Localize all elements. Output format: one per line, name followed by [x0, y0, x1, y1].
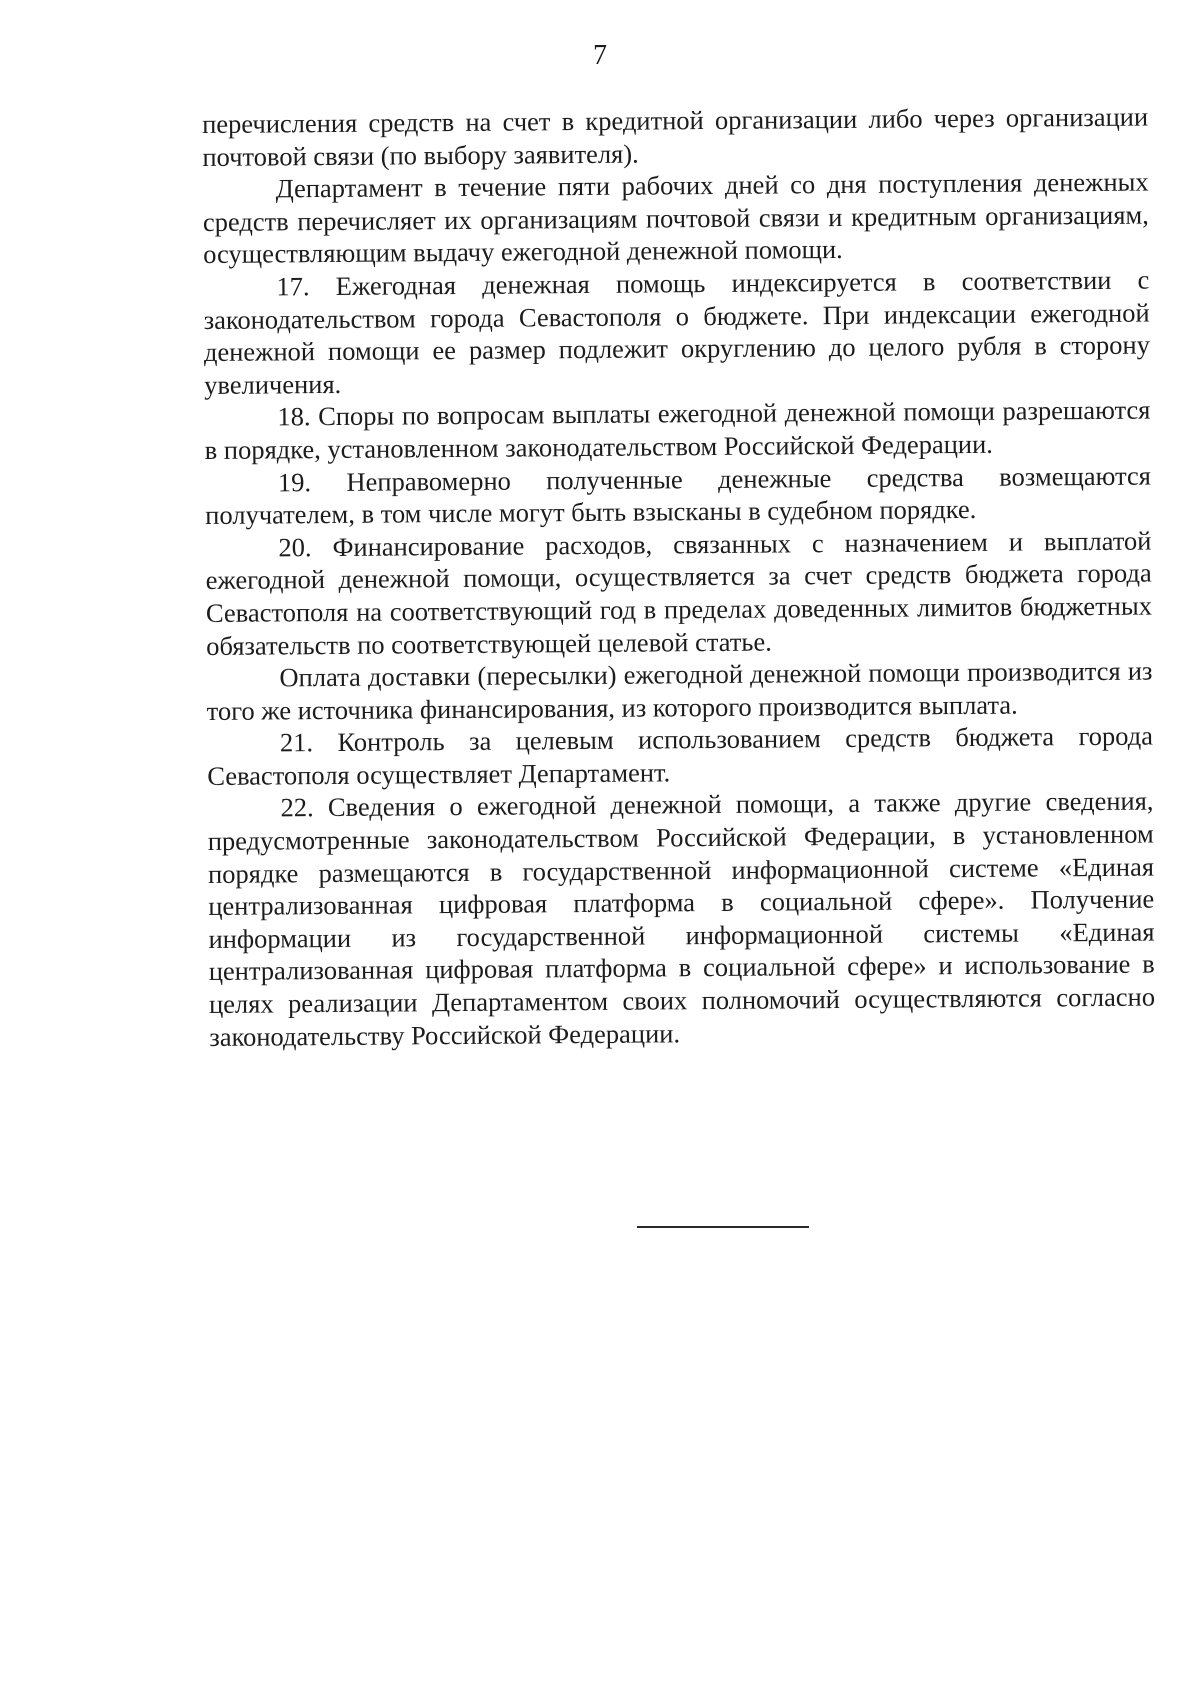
document-body [202, 101, 1155, 1054]
end-divider-line [637, 1226, 809, 1228]
paragraph-21-control: 21. Контроль за целевым использованием средств бюджета города Севастополя осуществляет Департамент. [207, 720, 1154, 791]
paragraph-delivery-payment: Оплата доставки (пересылки) ежегодной денежной помощи производится из того же источника финансирования, из которого производится выплата. [206, 655, 1153, 726]
paragraph-20-financing: 20. Финансирование расходов, связанных с назначением и выплатой ежегодной денежной помощи, осуществляется за счет средств бюджета города Севастополя на соответствующий год в пределах доведенных лимитов бюджетных обязательств по соответствующей целевой статье. [205, 525, 1153, 661]
paragraph-17-indexation: 17. Ежегодная денежная помощь индексируется в соответствии с законодательством города Севастополя о бюджете. При индексации ежегодной денежной помощи ее размер подлежит округлению до целого рубля в сторону увеличения. [203, 264, 1151, 400]
paragraph-19-recovery: 19. Неправомерно полученные денежные средства возмещаются получателем, в том числе могут быть взысканы в судебном порядке. [205, 460, 1152, 531]
paragraph-department-transfer: Департамент в течение пяти рабочих дней со дня поступления денежных средств перечисляет их организациям почтовой связи и кредитным организациям, осуществляющим выдачу ежегодной денежной помощи. [202, 166, 1149, 270]
paragraph-continuation: перечисления средств на счет в кредитной организации либо через организации почтовой связи (по выбору заявителя). [202, 101, 1149, 172]
paragraph-18-disputes: 18. Споры по вопросам выплаты ежегодной денежной помощи разрешаются в порядке, установленном законодательством Российской Федерации. [204, 394, 1151, 465]
paragraph-22-information: 22. Сведения о ежегодной денежной помощи, а также другие сведения, предусмотренные законодательством Российской Федерации, в установленном порядке размещаются в государственной информационной системе «Единая централизованная цифровая платформа в социальной сфере». Получение информации из государственной информационной системы «Единая централизованная цифровая платформа в социальной сфере» и использование в целях реализации Департаментом своих полномочий осуществляются согласно законодательству Российской Федерации. [207, 786, 1156, 1052]
page-number: 7 [593, 40, 607, 71]
